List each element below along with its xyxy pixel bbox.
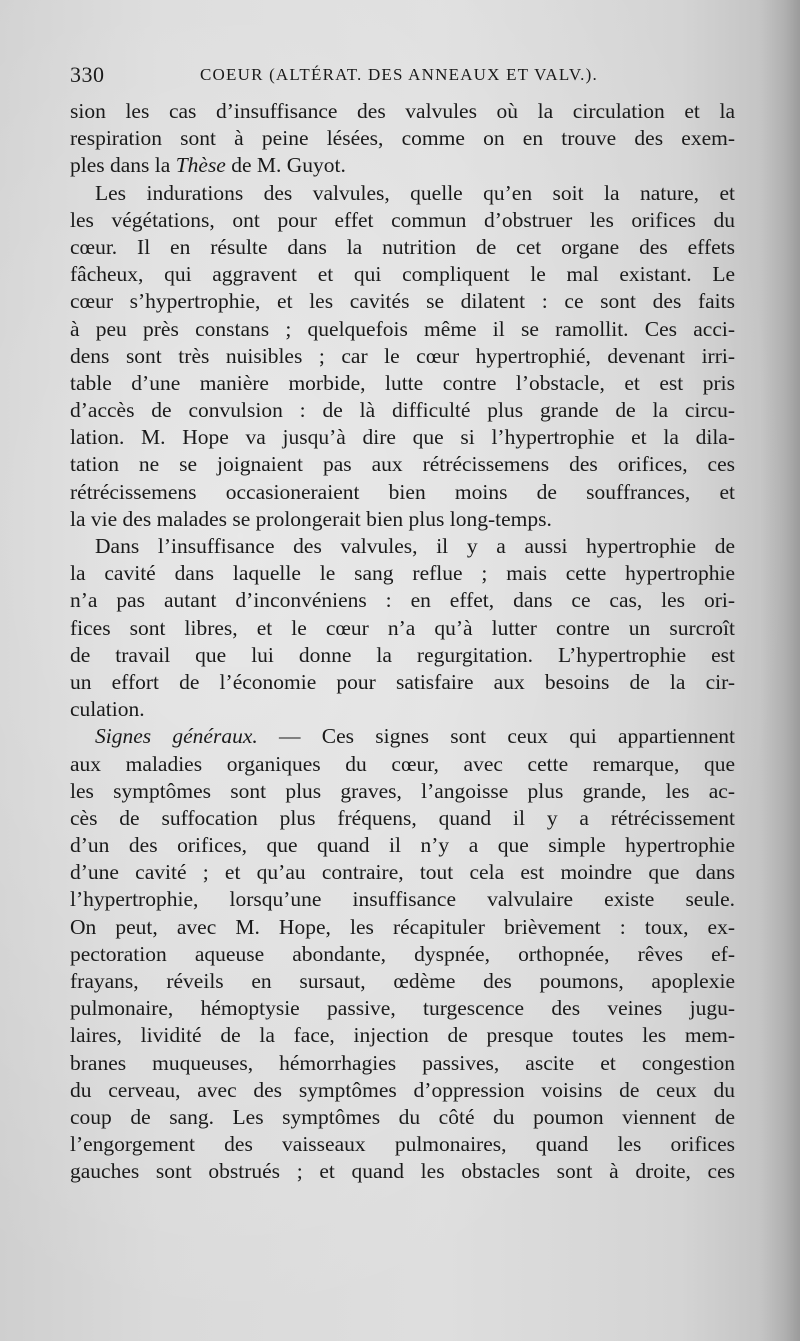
italic-title: Thèse: [175, 153, 226, 178]
page-number: 330: [70, 62, 105, 87]
text-line: la cavité dans laquelle le sang reflue ; mais cette hypertrophie: [70, 561, 735, 586]
text-line: pulmonaire, hémoptysie passive, turgescence des veines jugu-: [70, 996, 735, 1021]
text-line: rétrécissemens occasioneraient bien moins de souffrances, et: [70, 479, 735, 504]
running-head: COEUR (ALTÉRAT. DES ANNEAUX ET VALV.).: [200, 65, 598, 84]
text-line: fices sont libres, et le cœur n’a qu’à lutter contre un surcroît: [70, 615, 735, 640]
line-part: de M. Guyot.: [225, 153, 346, 178]
text-line: On peut, avec M. Hope, les récapituler brièvement : toux, ex-: [70, 914, 735, 939]
page-header: [70, 62, 735, 92]
text-line: à peu près constans ; quelquefois même il se ramollit. Ces acci-: [70, 316, 735, 341]
line-part: ples dans la: [70, 153, 176, 178]
text-line: d’accès de convulsion : de là difficulté plus grande de la circu-: [70, 398, 735, 423]
section-heading: Signes généraux.: [95, 724, 258, 749]
text-line: Les indurations des valvules, quelle qu’en soit la nature, et: [95, 180, 735, 205]
line-part: — Ces signes sont ceux qui appartiennent: [257, 724, 735, 749]
text-line: branes muqueuses, hémorrhagies passives, ascite et congestion: [70, 1050, 735, 1075]
text-line: du cerveau, avec des symptômes d’oppression voisins de ceux du: [70, 1077, 735, 1102]
text-line: tation ne se joignaient pas aux rétrécissemens des orifices, ces: [70, 452, 735, 477]
text-line: laires, lividité de la face, injection de presque toutes les mem-: [70, 1023, 735, 1048]
text-line: les symptômes sont plus graves, l’angoisse plus grande, les ac-: [70, 778, 735, 803]
text-line: pectoration aqueuse abondante, dyspnée, orthopnée, rêves ef-: [70, 941, 735, 966]
text-line: fâcheux, qui aggravent et qui compliquent le mal existant. Le: [70, 262, 735, 287]
body-text: [70, 98, 735, 1186]
text-line: Dans l’insuffisance des valvules, il y a aussi hypertrophie de: [95, 534, 735, 558]
text-line: frayans, réveils en sursaut, œdème des poumons, apoplexie: [70, 969, 735, 993]
text-line: lation. M. Hope va jusqu’à dire que si l’hypertrophie et la dila-: [70, 425, 735, 450]
text-line: un effort de l’économie pour satisfaire aux besoins de la cir-: [70, 669, 735, 694]
text-line: d’un des orifices, que quand il n’y a que simple hypertrophie: [70, 833, 735, 858]
text-line: l’engorgement des vaisseaux pulmonaires, quand les orifices: [70, 1132, 735, 1157]
text-line: table d’une manière morbide, lutte contre l’obstacle, et est pris: [70, 370, 735, 395]
text-line: dens sont très nuisibles ; car le cœur hypertrophié, devenant irri-: [70, 343, 735, 368]
text-line: d’une cavité ; et qu’au contraire, tout cela est moindre que dans: [70, 860, 735, 885]
text-line: la vie des malades se prolongerait bien plus long-temps.: [70, 506, 552, 531]
text-line: gauches sont obstrués ; et quand les obstacles sont à droite, ces: [70, 1159, 735, 1184]
page-edge-shadow: [760, 0, 800, 1341]
text-line: aux maladies organiques du cœur, avec cette remarque, que: [70, 751, 735, 776]
text-line: les végétations, ont pour effet commun d’obstruer les orifices du: [70, 207, 735, 232]
text-line: [70, 152, 735, 179]
text-line: coup de sang. Les symptômes du côté du poumon viennent de: [70, 1104, 735, 1129]
text-line: sion les cas d’insuffisance des valvules où la circulation et la: [70, 99, 735, 123]
text-line: cœur. Il en résulte dans la nutrition de cet organe des effets: [70, 234, 735, 259]
text-line: n’a pas autant d’inconvéniens : en effet, dans ce cas, les ori-: [70, 588, 735, 613]
text-line: culation.: [70, 697, 145, 722]
text-line: de travail que lui donne la regurgitation. L’hypertrophie est: [70, 642, 735, 667]
text-line: respiration sont à peine lésées, comme on en trouve des exem-: [70, 126, 735, 151]
text-line: cès de suffocation plus fréquens, quand il y a rétrécissement: [70, 805, 735, 830]
text-line: [70, 723, 735, 750]
text-line: cœur s’hypertrophie, et les cavités se dilatent : ce sont des faits: [70, 289, 735, 314]
text-line: l’hypertrophie, lorsqu’une insuffisance valvulaire existe seule.: [70, 887, 735, 912]
